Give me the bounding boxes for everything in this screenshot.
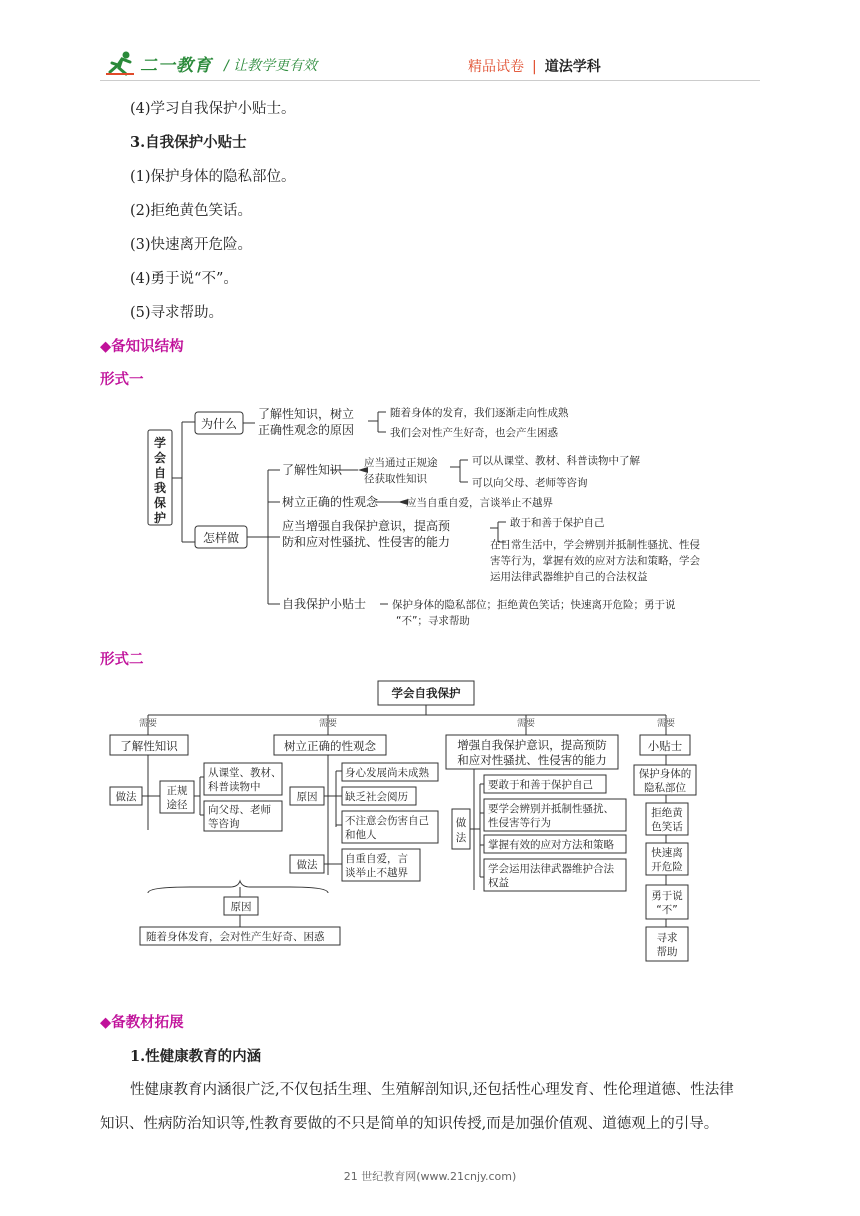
form2-tip-4b: “不” [656,904,678,916]
header-logo [104,50,212,76]
header-right [468,56,601,76]
form2-formal-2: 途径 [166,799,188,811]
ext-heading-1: 1.性健康教育的内涵 [130,1048,262,1065]
slogan: / 让教学更有效 [224,58,318,74]
tip-line-3: (3)快速离开危险。 [130,237,253,253]
header-sep: | [532,59,537,75]
form2-src1-1: 从课堂、教材、 [208,767,282,779]
form2-m3-1: 要敢于和善于保护自己 [488,779,593,791]
section-knowledge-structure: ◆备知识结构 [100,339,184,355]
form2-src2-1: 向父母、老师 [208,804,271,816]
form2-cause-3a: 不注意会伤害自己 [345,815,429,827]
form1-root-char-0: 学 [153,436,167,450]
form2-bottom-text: 随着身体发育，会对性产生好奇、困惑 [146,931,325,943]
form1-strong-b1: 在日常生活中，学会辨别并抵制性骚扰、性侵 [490,539,700,551]
section-textbook-extension: ◆备教材拓展 [100,1015,184,1031]
form1-view-a: 应当自重自爱，言谈举止不越界 [406,497,553,509]
form2-method2: 做法 [296,859,318,871]
form2-src1-2: 科普读物中 [208,781,261,793]
form2-tip-2b: 色笑话 [651,821,683,833]
form2-label: 形式二 [100,652,144,668]
form1-root-char-4: 保 [153,496,167,510]
form1-root-char-3: 我 [153,481,167,495]
tip-line-1: (1)保护身体的隐私部位。 [130,169,296,185]
line-4: (4)学习自我保护小贴士。 [130,101,296,117]
form2-c3b: 和应对性骚扰、性侵害的能力 [457,753,607,767]
form2-m2-1: 自重自爱，言 [345,853,408,865]
form1-root-char-1: 会 [153,451,167,465]
form2-m3-v-1: 法 [455,832,467,844]
form1-strong-2: 防和应对性骚扰、性侵害的能力 [282,535,451,549]
form1-how: 怎样做 [202,531,240,545]
form2-tip-3b: 开危险 [651,861,683,873]
ext-para-line-2: 知识、性病防治知识等,性教育要做的不只是简单的知识传授,而是加强价值观、道德观上的引导。 [100,1116,719,1132]
form2-need-3: 需要 [516,719,536,729]
form1-strong-a: 敢于和善于保护自己 [510,517,605,529]
form2-m3-2a: 要学会辨别并抵制性骚扰、 [488,803,614,815]
form2-cause-2: 缺乏社会阅历 [345,791,408,803]
form1-tips-1: 保护身体的隐私部位；拒绝黄色笑话；快速离开危险；勇于说 [392,599,676,611]
logo-text: 二一教育 [140,55,212,76]
form2-tip-5b: 帮助 [656,946,678,958]
form2-bottom-cause: 原因 [230,901,252,913]
form1-tips: 自我保护小贴士 [282,597,367,611]
form1-root-char-5: 护 [153,511,167,525]
form2-src2-2: 等咨询 [208,818,240,830]
header-divider [100,80,760,81]
form1-know-way-1: 应当通过正规途 [364,457,438,469]
runner-logo-icon [104,50,138,76]
form2-m2-2: 谈举止不越界 [345,867,408,879]
form2-c2: 树立正确的性观念 [284,739,376,753]
form1-know-a: 可以从课堂、教材、科普读物中了解 [472,455,640,467]
form2-c4: 小贴士 [647,739,683,753]
form1-strong-1: 应当增强自我保护意识，提高预 [282,519,451,533]
tip-line-4: (4)勇于说“不”。 [130,271,238,287]
form1-strong-b3: 运用法律武器维护自己的合法权益 [490,571,648,583]
form2-m3-2b: 性侵害等行为 [488,817,551,829]
form1-root-char-2: 自 [153,466,167,480]
form1-know-b: 可以向父母、老师等咨询 [472,477,588,489]
form2-tip-2a: 拒绝黄 [651,807,683,819]
form1-know: 了解性知识 [282,463,343,477]
form2-tip-4a: 勇于说 [651,890,683,902]
form2-tip-5a: 寻求 [656,932,678,944]
form2-m3-v-0: 做 [455,817,467,829]
ext-para-line-1: 性健康教育内涵很广泛,不仅包括生理、生殖解剖知识,还包括性心理发育、性伦理道德、性法律 [130,1082,734,1098]
form1-why: 为什么 [200,417,238,431]
form1-know-way-2: 径获取性知识 [364,473,427,485]
form1-view: 树立正确的性观念 [282,495,379,509]
form2-need-1: 需要 [138,719,158,729]
form2-cause: 原因 [296,791,318,803]
form1-why-r2: 我们会对性产生好奇，也会产生困惑 [390,427,558,439]
header-tag: 精品试卷 [468,59,524,75]
form2-c1: 了解性知识 [120,739,178,753]
form1-diagram [140,392,740,632]
form2-need-4: 需要 [656,719,676,729]
form1-label: 形式一 [100,372,144,388]
form2-method: 做法 [115,791,137,803]
footer: 21 世纪教育网(www.21cnjy.com) [343,1170,517,1183]
form2-m3-4a: 学会运用法律武器维护合法 [488,863,614,875]
header-subject: 道法学科 [544,59,601,75]
form2-need-2: 需要 [318,719,338,729]
form1-tips-2: “不”；寻求帮助 [396,615,470,627]
form2-cause-3b: 和他人 [345,829,377,841]
form2-m3-3: 掌握有效的应对方法和策略 [488,839,614,851]
form2-cause-1: 身心发展尚未成熟 [345,767,429,779]
tip-line-2: (2)拒绝黄色笑话。 [130,203,253,219]
form1-why-r1: 随着身体的发育，我们逐渐走向性成熟 [390,407,569,419]
form2-diagram [100,675,700,965]
form1-why-reason-1: 了解性知识，树立 [258,407,355,421]
form2-tip-1b: 隐私部位 [644,782,686,794]
form1-strong-b2: 害等行为，掌握有效的应对方法和策略，学会 [490,555,700,567]
heading-3: 3.自我保护小贴士 [130,134,247,151]
tip-line-5: (5)寻求帮助。 [130,305,224,321]
form2-c3a: 增强自我保护意识，提高预防 [457,738,607,752]
form2-tip-1a: 保护身体的 [638,768,692,780]
form1-why-reason-2: 正确性观念的原因 [258,423,355,437]
form2-m3-4b: 权益 [488,877,509,889]
form2-tip-3a: 快速离 [651,847,683,859]
form2-formal-1: 正规 [166,785,188,797]
form2-root: 学会自我保护 [391,686,461,700]
